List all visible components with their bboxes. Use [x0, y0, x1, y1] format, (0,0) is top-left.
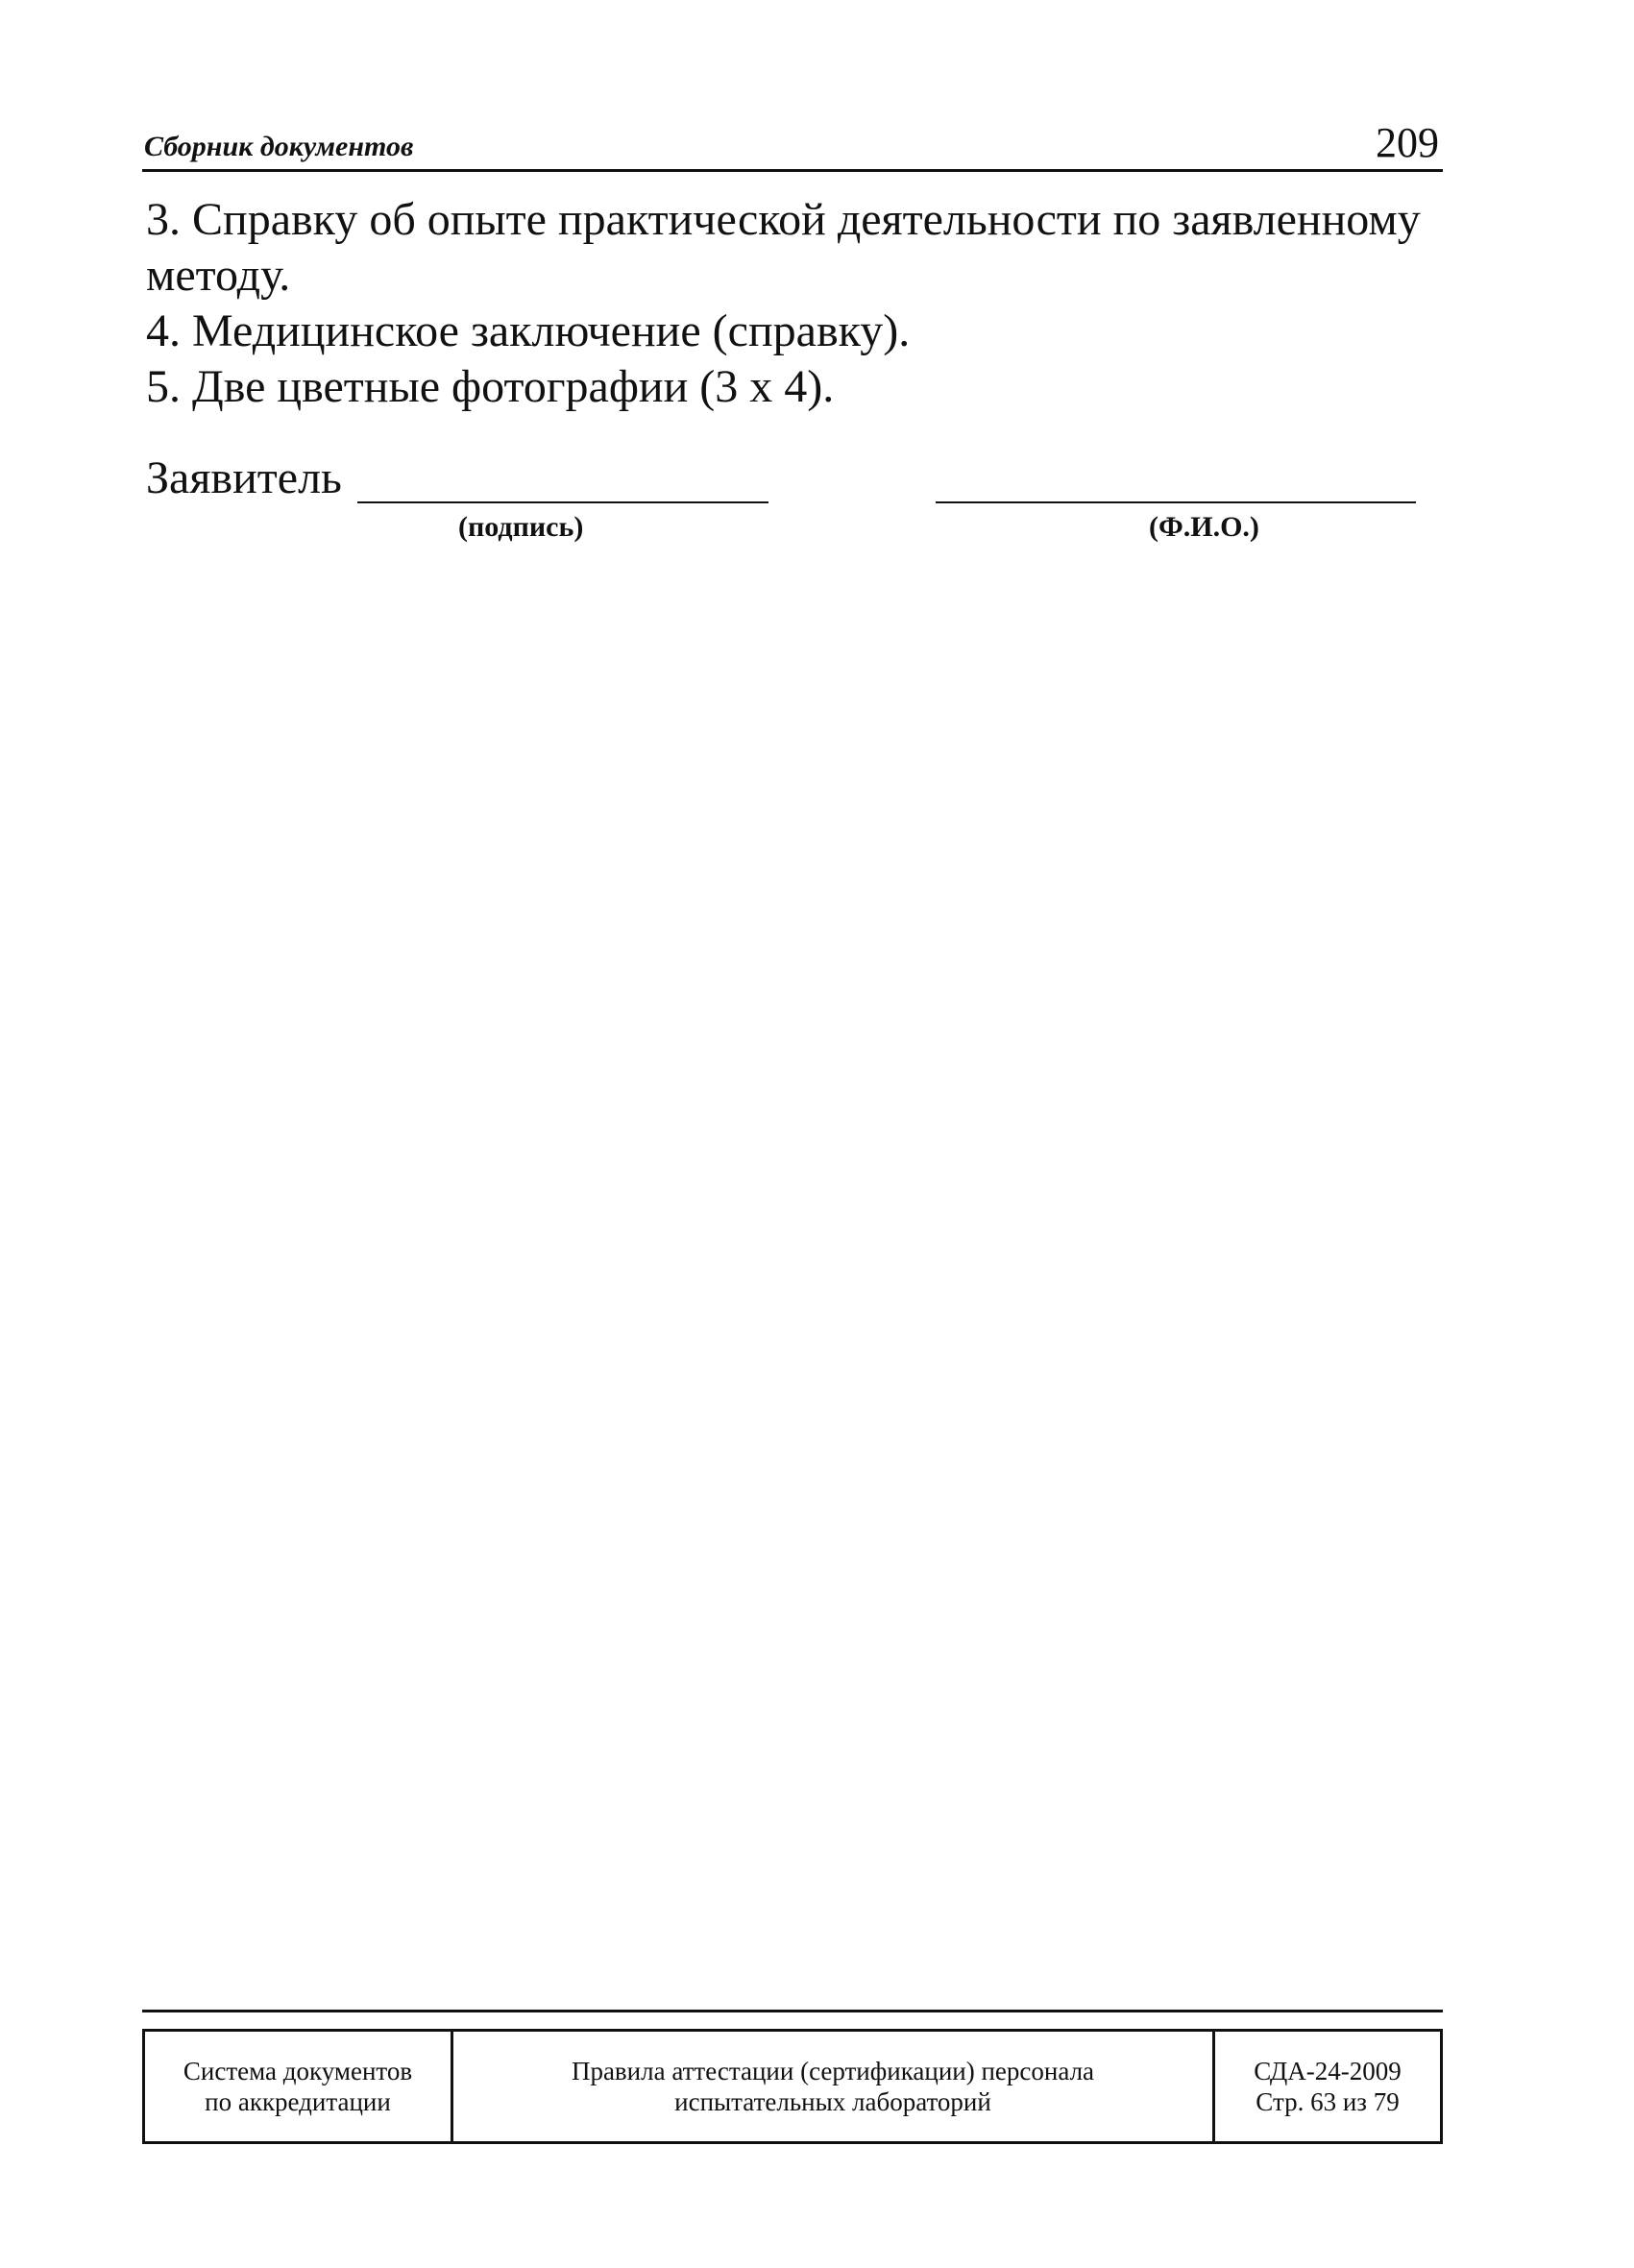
page-header — [142, 121, 1443, 172]
footer-title-line: испытательных лабораторий — [674, 2087, 991, 2116]
footer-divider — [142, 2010, 1443, 2012]
footer-doc-code: СДА-24-2009 — [1254, 2057, 1402, 2085]
footer-page-info: Стр. 63 из 79 — [1256, 2087, 1400, 2116]
collection-title: Сборник документов — [144, 131, 414, 162]
list-item: 3. Справку об опыте практической деятельности по заявленному методу. — [146, 194, 1421, 301]
footer-system-line: по аккредитации — [205, 2087, 391, 2116]
signature-block — [146, 451, 1445, 557]
page-number: 209 — [1376, 119, 1439, 166]
footer-title-line: Правила аттестации (сертификации) персонала — [571, 2057, 1095, 2085]
applicant-label: Заявитель — [146, 452, 342, 503]
name-line — [936, 501, 1416, 503]
document-list — [146, 192, 1445, 415]
footer-title-cell — [453, 2032, 1215, 2141]
list-item: 5. Две цветные фотографии (3 х 4). — [146, 361, 835, 412]
footer-system-cell — [145, 2032, 453, 2141]
signature-line — [357, 501, 768, 503]
footer-system-line: Система документов — [183, 2057, 413, 2085]
name-caption: (Ф.И.О.) — [1149, 511, 1259, 543]
signature-caption: (подпись) — [458, 511, 584, 543]
footer-table — [142, 2029, 1443, 2144]
footer-code-cell — [1215, 2032, 1440, 2141]
list-item: 4. Медицинское заключение (справку). — [146, 305, 911, 356]
